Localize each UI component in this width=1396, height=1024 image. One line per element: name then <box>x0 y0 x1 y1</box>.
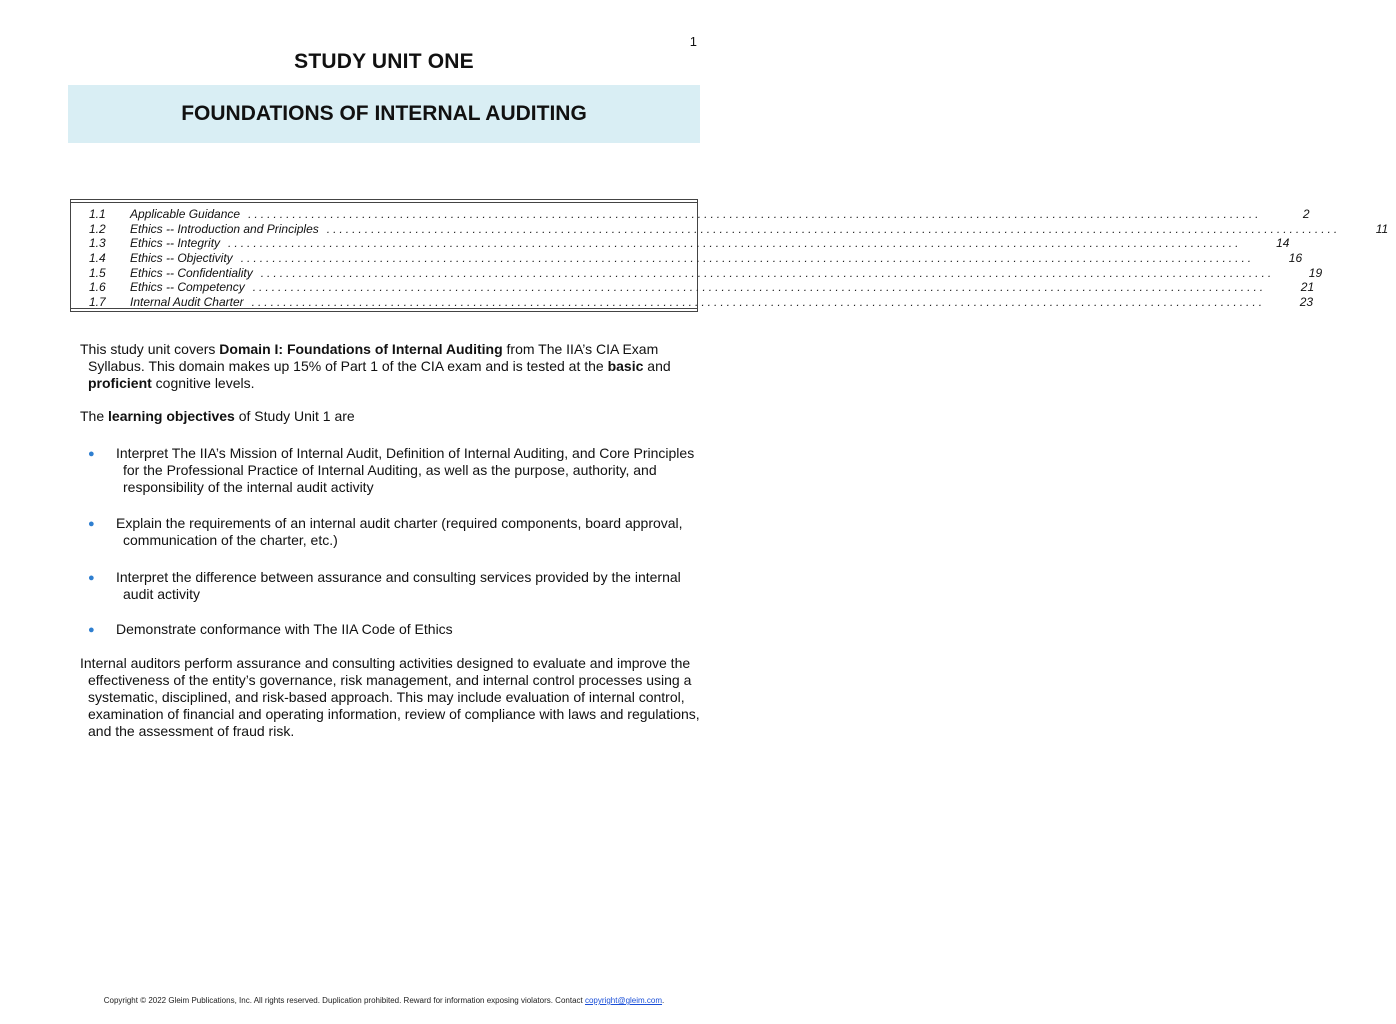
objectives-intro <box>80 408 705 425</box>
toc-section-title: Applicable Guidance <box>130 207 241 221</box>
toc-section-title: Ethics -- Confidentiality <box>130 265 253 280</box>
closing-paragraph: Internal auditors perform assurance and consulting activities designed to evaluate and improve the effectiveness of the entity’s governance, risk management, and internal control processes using a systematic, disciplined, and risk-based approach. This may include evaluation of internal control, examination of financial and operating information, review of compliance with laws and regulations, and the assessment of fraud risk. <box>80 655 700 739</box>
toc-row <box>71 207 1310 222</box>
chapter-title: FOUNDATIONS OF INTERNAL AUDITING <box>181 102 587 125</box>
study-unit-title: STUDY UNIT ONE <box>294 50 474 73</box>
toc-section-number: 1.5 <box>89 265 106 280</box>
copyright-email-link[interactable]: copyright@gleim.com <box>584 996 663 1005</box>
toc-page-number: 16 <box>1288 251 1303 266</box>
toc-section-number: 1.2 <box>89 221 106 236</box>
toc-section-title: Ethics -- Objectivity <box>130 251 233 266</box>
domain-name: Domain I: Foundations of Internal Auditing <box>219 341 503 357</box>
toc-page-number: 11 <box>1375 221 1389 236</box>
toc-leader-dots: ................................................................................................................................................................ <box>228 236 1242 251</box>
toc-page-number: 21 <box>1300 280 1315 295</box>
chapter-banner <box>68 85 700 143</box>
objectives-intro-text: The <box>80 408 109 424</box>
toc-row <box>71 221 1389 237</box>
toc-section-number: 1.4 <box>89 251 106 266</box>
toc-leader-dots: ................................................................................................................................................................ <box>240 251 1255 266</box>
objective-item <box>88 445 708 496</box>
toc-section-title: Ethics -- Integrity <box>130 236 221 251</box>
toc-section-number: 1.7 <box>89 295 106 310</box>
intro-text: This study unit covers <box>80 341 220 357</box>
toc-leader-dots: ................................................................................................................................................................ <box>251 295 1266 310</box>
objectives-intro-text: of Study Unit 1 are <box>234 408 355 424</box>
toc-leader-dots: ................................................................................................................................................................ <box>248 207 1262 221</box>
objective-text: Interpret the difference between assurance and consulting services provided by the internal audit activity <box>116 569 681 602</box>
objective-text: Demonstrate conformance with The IIA Code of Ethics <box>116 621 453 637</box>
bullet-icon: ● <box>88 624 95 636</box>
toc-section-title: Ethics -- Introduction and Principles <box>130 221 319 236</box>
intro-text: from The IIA’s CIA Exam Syllabus. This domain makes up 15% of Part 1 of the CIA exam and is tested at the <box>88 341 659 374</box>
footer-end: . <box>662 996 665 1005</box>
toc-section-number: 1.1 <box>89 207 106 221</box>
toc-page-number: 23 <box>1299 295 1314 310</box>
toc-row <box>71 265 1323 281</box>
intro-text: cognitive levels. <box>151 375 255 391</box>
intro-text: and <box>643 358 671 374</box>
toc-row <box>71 295 1314 310</box>
toc-page-number: 19 <box>1308 265 1323 280</box>
objective-item <box>88 515 708 549</box>
page-number: 1 <box>689 34 697 49</box>
bullet-icon: ● <box>88 572 95 584</box>
toc-leader-dots: ................................................................................................................................................................ <box>326 221 1341 236</box>
level-basic: basic <box>607 358 644 374</box>
objective-text: Interpret The IIA’s Mission of Internal Audit, Definition of Internal Auditing, and Core Principles for the Professional Practice of Internal Auditing, as well as the purpose, authority, and responsibility of the internal audit activity <box>116 445 695 495</box>
toc-page-number: 2 <box>1302 207 1310 221</box>
toc-section-number: 1.6 <box>89 280 106 295</box>
bullet-icon: ● <box>88 518 95 530</box>
objective-text: Explain the requirements of an internal audit charter (required components, board approval, communication of the charter, etc.) <box>116 515 683 548</box>
toc-row <box>71 251 1303 266</box>
toc-section-number: 1.3 <box>89 236 106 251</box>
toc-leader-dots: ................................................................................................................................................................ <box>260 265 1275 280</box>
objective-item <box>88 569 708 603</box>
objective-item <box>88 621 708 639</box>
intro-paragraph <box>80 341 713 392</box>
table-of-contents <box>70 199 1389 312</box>
toc-row <box>71 280 1315 295</box>
toc-section-title: Internal Audit Charter <box>130 295 244 310</box>
toc-section-title: Ethics -- Competency <box>130 280 245 295</box>
toc-row <box>71 236 1290 251</box>
toc-rows <box>71 207 1389 310</box>
toc-page-number: 14 <box>1276 236 1290 251</box>
learning-objectives-label: learning objectives <box>108 408 235 424</box>
bullet-icon: ● <box>88 448 95 460</box>
level-proficient: proficient <box>88 375 152 391</box>
footer-text: Copyright © 2022 Gleim Publications, Inc. All rights reserved. Duplication prohibited. Reward for information exposing violators. Contact <box>103 996 585 1005</box>
toc-leader-dots: ................................................................................................................................................................ <box>252 280 1267 295</box>
copyright-footer <box>0 996 768 1005</box>
